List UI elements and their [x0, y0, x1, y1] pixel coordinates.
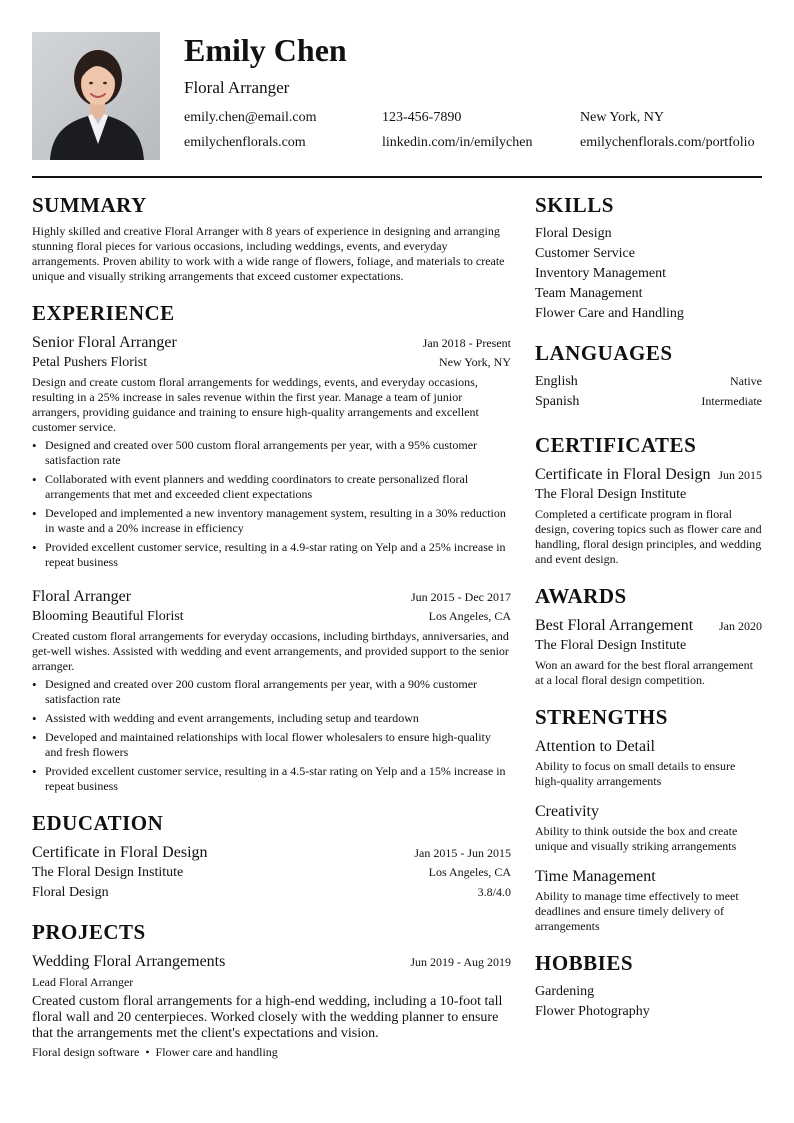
strengths-section: [535, 704, 762, 934]
candidate-title: Floral Arranger: [184, 78, 290, 97]
section-heading-projects: PROJECTS: [32, 920, 146, 944]
language-level: Intermediate: [701, 394, 762, 408]
contact-location: New York, NY: [580, 110, 665, 125]
strength-entry: [535, 801, 762, 854]
skill-item: Floral Design: [535, 226, 612, 241]
profile-photo: [32, 32, 160, 160]
job-entry: [32, 332, 511, 570]
section-heading-summary: SUMMARY: [32, 193, 147, 217]
list-item: • Provided excellent customer service, resulting in a 4.5-star rating on Yelp and a 15% increase in repeat business: [32, 764, 511, 794]
project-dates: Jun 2019 - Aug 2019: [410, 955, 511, 969]
list-item: • Developed and maintained relationships with local flower wholesalers to ensure high-quality and fresh flowers: [32, 730, 511, 760]
contact-info: [184, 108, 784, 152]
job-title: Senior Floral Arranger: [32, 334, 177, 351]
strength-description: Ability to focus on small details to ensure high-quality arrangements: [535, 759, 736, 788]
strength-entry: [535, 866, 762, 934]
certificate-entry: [535, 464, 762, 567]
strength-name: Attention to Detail: [535, 738, 655, 755]
project-title: Wedding Floral Arrangements: [32, 953, 226, 970]
job-description: Design and create custom floral arrangements for weddings, events, and everyday occasions, resulting in a 25% increase in sales revenue within the first year. Manage a team of junior arrangers, providing guidance and training to ensure high-quality arrangements and excellent customer service.: [32, 375, 479, 434]
section-heading-awards: AWARDS: [535, 584, 627, 608]
education-location: Los Angeles, CA: [428, 865, 511, 879]
job-company: Petal Pushers Florist: [32, 355, 148, 370]
section-heading-strengths: STRENGTHS: [535, 705, 668, 729]
strength-entry: [535, 736, 762, 789]
summary-text: Highly skilled and creative Floral Arranger with 8 years of experience in designing and arranging stunning floral pieces for various occasions, including weddings, events, and everyday arrangements. Proven ability to work with a wide range of flowers, foliage, and materials to create unique and visually striking arrangements that exceed customer expectations.: [32, 224, 505, 283]
award-entry: [535, 615, 762, 688]
languages-section: [535, 340, 762, 412]
job-dates: Jun 2015 - Dec 2017: [411, 590, 511, 604]
hobby-item: Gardening: [535, 984, 595, 999]
job-location: New York, NY: [438, 355, 511, 369]
award-date: Jan 2020: [719, 619, 762, 633]
strength-description: Ability to manage time effectively to meet deadlines and ensure timely delivery of arrangements: [535, 889, 739, 933]
tag-separator: •: [145, 1045, 150, 1059]
job-bullets: [32, 438, 511, 570]
header-divider: [32, 176, 762, 178]
list-item: • Developed and implemented a new inventory management system, resulting in a 30% reduction in waste and a 20% increase in efficiency: [32, 506, 511, 536]
skills-section: [535, 192, 762, 324]
contact-email[interactable]: emily.chen@email.com: [184, 110, 317, 125]
contact-linkedin[interactable]: linkedin.com/in/emilychen: [382, 135, 533, 150]
section-heading-skills: SKILLS: [535, 193, 614, 217]
job-location: Los Angeles, CA: [428, 609, 511, 623]
strength-description: Ability to think outside the box and create unique and visually striking arrangements: [535, 824, 738, 853]
contact-website[interactable]: emilychenflorals.com: [184, 135, 306, 150]
list-item: • Provided excellent customer service, resulting in a 4.9-star rating on Yelp and a 25% increase in repeat business: [32, 540, 511, 570]
job-dates: Jan 2018 - Present: [422, 336, 511, 350]
candidate-name: Emily Chen: [184, 32, 347, 68]
left-column: [32, 192, 511, 1076]
project-description: Created custom floral arrangements for a high-end wedding, including a 10-foot tall floral wall and 20 centerpieces. Worked closely with the wedding planner to ensure that the arrangements met the client's expectations and vision.: [32, 994, 503, 1041]
project-tag: Floral design software: [32, 1045, 140, 1059]
project-tag: Flower care and handling: [155, 1045, 278, 1059]
award-description: Won an award for the best floral arrangement at a local floral design competition.: [535, 658, 753, 687]
strength-name: Creativity: [535, 803, 599, 820]
skill-item: Flower Care and Handling: [535, 306, 684, 321]
skill-item: Customer Service: [535, 246, 635, 261]
hobby-item: Flower Photography: [535, 1004, 650, 1019]
section-heading-education: EDUCATION: [32, 811, 164, 835]
project-role: Lead Floral Arranger: [32, 975, 134, 989]
language-level: Native: [730, 374, 762, 388]
strength-name: Time Management: [535, 868, 656, 885]
project-tags: [32, 1045, 511, 1060]
job-entry: [32, 586, 511, 794]
awards-section: [535, 583, 762, 688]
right-column: [535, 192, 762, 1038]
education-section: [32, 810, 511, 903]
list-item: • Collaborated with event planners and wedding coordinators to create personalized floral arrangements that met and exceeded client expectations: [32, 472, 511, 502]
list-item: • Assisted with wedding and event arrangements, including setup and teardown: [32, 711, 511, 726]
summary-section: [32, 192, 511, 284]
contact-portfolio[interactable]: emilychenflorals.com/portfolio: [580, 135, 755, 150]
list-item: • Designed and created over 500 custom floral arrangements per year, with a 95% customer satisfaction rate: [32, 438, 511, 468]
section-heading-certificates: CERTIFICATES: [535, 433, 697, 457]
skill-item: Team Management: [535, 286, 643, 301]
award-issuer: The Floral Design Institute: [535, 638, 687, 653]
language-name: Spanish: [535, 394, 580, 409]
hobbies-section: [535, 950, 762, 1022]
certificate-date: Jun 2015: [718, 468, 762, 482]
certificate-name: Certificate in Floral Design: [535, 466, 711, 483]
job-company: Blooming Beautiful Florist: [32, 609, 184, 624]
job-description: Created custom floral arrangements for everyday occasions, including birthdays, anniversaries, and get-well wishes. Assisted with wedding and event arrangements, and provided support to the senior arranger.: [32, 629, 509, 673]
award-name: Best Floral Arrangement: [535, 617, 694, 634]
education-degree: Certificate in Floral Design: [32, 844, 208, 861]
language-name: English: [535, 374, 578, 389]
job-bullets: [32, 677, 511, 794]
contact-phone[interactable]: 123-456-7890: [382, 110, 462, 125]
education-dates: Jan 2015 - Jun 2015: [414, 846, 511, 860]
education-gpa: 3.8/4.0: [477, 885, 511, 899]
section-heading-languages: LANGUAGES: [535, 341, 673, 365]
project-entry: [32, 951, 511, 1060]
education-school: The Floral Design Institute: [32, 865, 184, 880]
projects-section: [32, 919, 511, 1060]
certificate-issuer: The Floral Design Institute: [535, 487, 687, 502]
skill-item: Inventory Management: [535, 266, 667, 281]
list-item: • Designed and created over 200 custom floral arrangements per year, with a 90% customer satisfaction rate: [32, 677, 511, 707]
section-heading-experience: EXPERIENCE: [32, 301, 175, 325]
certificate-description: Completed a certificate program in floral design, covering topics such as flower care and handling, floral design principles, and wedding and event design.: [535, 507, 762, 566]
experience-section: [32, 300, 511, 794]
job-title: Floral Arranger: [32, 588, 132, 605]
certificates-section: [535, 432, 762, 567]
education-field: Floral Design: [32, 885, 109, 900]
section-heading-hobbies: HOBBIES: [535, 951, 634, 975]
